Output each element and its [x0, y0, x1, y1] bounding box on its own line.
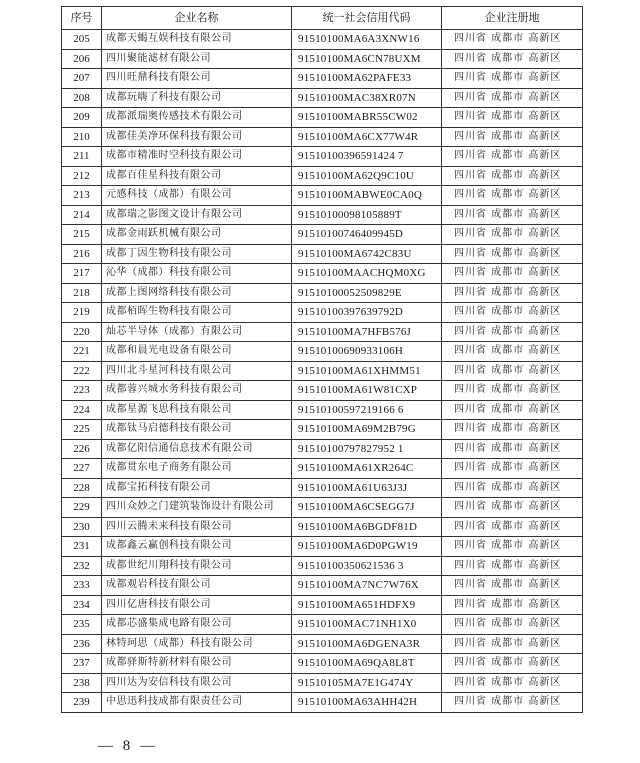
- row-seq: 231: [62, 537, 102, 557]
- registration-place: 四川省 成都市 高新区: [442, 342, 583, 362]
- registration-place: 四川省 成都市 高新区: [442, 127, 583, 147]
- credit-code: 91510100397639792D: [292, 303, 442, 323]
- credit-code: 91510100MA62Q9C10U: [292, 166, 442, 186]
- credit-code: 91510100MA61XHMM51: [292, 361, 442, 381]
- row-seq: 221: [62, 342, 102, 362]
- table-row: [62, 537, 583, 557]
- company-name: 成都百佳星科技有限公司: [102, 166, 292, 186]
- table-row: [62, 108, 583, 128]
- company-name: 四川众妙之门建筑装饰设计有限公司: [102, 498, 292, 518]
- table-row: [62, 478, 583, 498]
- company-name: 成都蓉兴城水务科技有限公司: [102, 381, 292, 401]
- company-name: 四川云腾未来科技有限公司: [102, 517, 292, 537]
- company-name: 成都鑫云赢创科技有限公司: [102, 537, 292, 557]
- row-seq: 213: [62, 186, 102, 206]
- table-row: [62, 30, 583, 50]
- registration-place: 四川省 成都市 高新区: [442, 537, 583, 557]
- row-seq: 223: [62, 381, 102, 401]
- company-name: 成都贯东电子商务有限公司: [102, 459, 292, 479]
- table-row: [62, 459, 583, 479]
- registration-place: 四川省 成都市 高新区: [442, 576, 583, 596]
- credit-code: 91510100MA7HFB576J: [292, 322, 442, 342]
- company-name: 成都丁因生物科技有限公司: [102, 244, 292, 264]
- row-seq: 212: [62, 166, 102, 186]
- row-seq: 225: [62, 420, 102, 440]
- row-seq: 211: [62, 147, 102, 167]
- company-table-container: [61, 6, 582, 713]
- credit-code: 91510100746409945D: [292, 225, 442, 245]
- company-name: 成都芯盛集成电路有限公司: [102, 615, 292, 635]
- table-row: [62, 88, 583, 108]
- row-seq: 226: [62, 439, 102, 459]
- registration-place: 四川省 成都市 高新区: [442, 498, 583, 518]
- table-row: [62, 615, 583, 635]
- registration-place: 四川省 成都市 高新区: [442, 108, 583, 128]
- registration-place: 四川省 成都市 高新区: [442, 634, 583, 654]
- row-seq: 230: [62, 517, 102, 537]
- table-row: [62, 186, 583, 206]
- row-seq: 216: [62, 244, 102, 264]
- company-name: 成都宝拓科技有限公司: [102, 478, 292, 498]
- credit-code: 91510100MAC38XR07N: [292, 88, 442, 108]
- credit-code: 91510100350621536 3: [292, 556, 442, 576]
- company-name: 林特珂思（成都）科技有限公司: [102, 634, 292, 654]
- table-row: [62, 225, 583, 245]
- table-row: [62, 244, 583, 264]
- table-row: [62, 322, 583, 342]
- table-row: [62, 595, 583, 615]
- row-seq: 233: [62, 576, 102, 596]
- table-row: [62, 147, 583, 167]
- table-row: [62, 634, 583, 654]
- row-seq: 222: [62, 361, 102, 381]
- table-row: [62, 127, 583, 147]
- table-row: [62, 166, 583, 186]
- company-name: 成都星源飞思科技有限公司: [102, 400, 292, 420]
- company-name: 四川达为安信科技有限公司: [102, 673, 292, 693]
- registration-place: 四川省 成都市 高新区: [442, 264, 583, 284]
- company-name: 成都玩嗨了科技有限公司: [102, 88, 292, 108]
- table-header: [62, 7, 583, 30]
- header-company-name: 企业名称: [102, 7, 292, 30]
- registration-place: 四川省 成都市 高新区: [442, 693, 583, 713]
- registration-place: 四川省 成都市 高新区: [442, 361, 583, 381]
- row-seq: 220: [62, 322, 102, 342]
- header-credit-code: 统一社会信用代码: [292, 7, 442, 30]
- row-seq: 205: [62, 30, 102, 50]
- row-seq: 228: [62, 478, 102, 498]
- company-name: 中思迅科技成都有限责任公司: [102, 693, 292, 713]
- credit-code: 91510100MA7NC7W76X: [292, 576, 442, 596]
- header-seq: 序号: [62, 7, 102, 30]
- registration-place: 四川省 成都市 高新区: [442, 459, 583, 479]
- registration-place: 四川省 成都市 高新区: [442, 303, 583, 323]
- company-name: 四川北斗星河科技有限公司: [102, 361, 292, 381]
- company-name: 四川亿唐科技有限公司: [102, 595, 292, 615]
- header-registration-place: 企业注册地: [442, 7, 583, 30]
- company-name: 成都和晨光电设备有限公司: [102, 342, 292, 362]
- row-seq: 238: [62, 673, 102, 693]
- credit-code: 91510100396591424 7: [292, 147, 442, 167]
- credit-code: 91510100MAACHQM0XG: [292, 264, 442, 284]
- registration-place: 四川省 成都市 高新区: [442, 673, 583, 693]
- company-name: 成都世纪川翔科技有限公司: [102, 556, 292, 576]
- credit-code: 91510100098105889T: [292, 205, 442, 225]
- row-seq: 215: [62, 225, 102, 245]
- row-seq: 234: [62, 595, 102, 615]
- table-body: [62, 30, 583, 713]
- row-seq: 208: [62, 88, 102, 108]
- credit-code: 91510100MAC71NH1X0: [292, 615, 442, 635]
- credit-code: 91510100MA6BGDF81D: [292, 517, 442, 537]
- table-row: [62, 361, 583, 381]
- credit-code: 91510100690933106H: [292, 342, 442, 362]
- row-seq: 237: [62, 654, 102, 674]
- company-name: 灿芯半导体（成都）有限公司: [102, 322, 292, 342]
- table-row: [62, 693, 583, 713]
- company-name: 成都钛马启德科技有限公司: [102, 420, 292, 440]
- table-row: [62, 576, 583, 596]
- credit-code: 91510100MA651HDFX9: [292, 595, 442, 615]
- registration-place: 四川省 成都市 高新区: [442, 381, 583, 401]
- company-name: 沁华（成都）科技有限公司: [102, 264, 292, 284]
- table-row: [62, 49, 583, 69]
- credit-code: 91510100MA63AHH42H: [292, 693, 442, 713]
- table-row: [62, 205, 583, 225]
- company-name: 成都派瑞奥传感技术有限公司: [102, 108, 292, 128]
- credit-code: 91510100MA6CSEGG7J: [292, 498, 442, 518]
- table-row: [62, 556, 583, 576]
- registration-place: 四川省 成都市 高新区: [442, 595, 583, 615]
- registration-place: 四川省 成都市 高新区: [442, 420, 583, 440]
- row-seq: 209: [62, 108, 102, 128]
- credit-code: 91510100MABR55CW02: [292, 108, 442, 128]
- registration-place: 四川省 成都市 高新区: [442, 30, 583, 50]
- row-seq: 232: [62, 556, 102, 576]
- company-name: 成都金雨跃机械有限公司: [102, 225, 292, 245]
- company-name: 成都佳美净环保科技有限公司: [102, 127, 292, 147]
- registration-place: 四川省 成都市 高新区: [442, 654, 583, 674]
- table-row: [62, 264, 583, 284]
- registration-place: 四川省 成都市 高新区: [442, 400, 583, 420]
- table-row: [62, 420, 583, 440]
- company-name: 四川旺鼎科技有限公司: [102, 69, 292, 89]
- company-name: 成都市精准时空科技有限公司: [102, 147, 292, 167]
- registration-place: 四川省 成都市 高新区: [442, 147, 583, 167]
- credit-code: 91510100MA6A3XNW16: [292, 30, 442, 50]
- row-seq: 239: [62, 693, 102, 713]
- row-seq: 235: [62, 615, 102, 635]
- row-seq: 219: [62, 303, 102, 323]
- registration-place: 四川省 成都市 高新区: [442, 166, 583, 186]
- registration-place: 四川省 成都市 高新区: [442, 322, 583, 342]
- table-row: [62, 381, 583, 401]
- credit-code: 91510100MA61XR264C: [292, 459, 442, 479]
- registration-place: 四川省 成都市 高新区: [442, 556, 583, 576]
- row-seq: 214: [62, 205, 102, 225]
- row-seq: 236: [62, 634, 102, 654]
- company-name: 成都栢晖生物科技有限公司: [102, 303, 292, 323]
- table-row: [62, 673, 583, 693]
- credit-code: 91510105MA7E1G474Y: [292, 673, 442, 693]
- credit-code: 91510100MA61W81CXP: [292, 381, 442, 401]
- credit-code: 91510100MA69QA8L8T: [292, 654, 442, 674]
- registration-place: 四川省 成都市 高新区: [442, 439, 583, 459]
- registration-place: 四川省 成都市 高新区: [442, 205, 583, 225]
- registration-place: 四川省 成都市 高新区: [442, 244, 583, 264]
- row-seq: 229: [62, 498, 102, 518]
- company-name: 成都驿斯特新材料有限公司: [102, 654, 292, 674]
- registration-place: 四川省 成都市 高新区: [442, 49, 583, 69]
- row-seq: 218: [62, 283, 102, 303]
- credit-code: 91510100052509829E: [292, 283, 442, 303]
- company-name: 成都亿阳信通信息技术有限公司: [102, 439, 292, 459]
- credit-code: 91510100MA6CX77W4R: [292, 127, 442, 147]
- credit-code: 91510100597219166 6: [292, 400, 442, 420]
- company-name: 成都观岩科技有限公司: [102, 576, 292, 596]
- registration-place: 四川省 成都市 高新区: [442, 69, 583, 89]
- registration-place: 四川省 成都市 高新区: [442, 88, 583, 108]
- registration-place: 四川省 成都市 高新区: [442, 517, 583, 537]
- table-row: [62, 498, 583, 518]
- table-row: [62, 400, 583, 420]
- credit-code: 91510100MABWE0CA0Q: [292, 186, 442, 206]
- company-name: 成都瑞之影图文设计有限公司: [102, 205, 292, 225]
- table-row: [62, 654, 583, 674]
- credit-code: 91510100MA62PAFE33: [292, 69, 442, 89]
- registration-place: 四川省 成都市 高新区: [442, 478, 583, 498]
- page-number: — 8 —: [98, 738, 158, 754]
- registration-place: 四川省 成都市 高新区: [442, 283, 583, 303]
- company-name: 成都天蝎互娱科技有限公司: [102, 30, 292, 50]
- header-row: [62, 7, 583, 30]
- row-seq: 210: [62, 127, 102, 147]
- company-name: 四川聚能滤材有限公司: [102, 49, 292, 69]
- table-row: [62, 439, 583, 459]
- table-row: [62, 283, 583, 303]
- company-name: 成都上图网络科技有限公司: [102, 283, 292, 303]
- row-seq: 227: [62, 459, 102, 479]
- row-seq: 207: [62, 69, 102, 89]
- table-row: [62, 69, 583, 89]
- credit-code: 91510100MA6D0PGW19: [292, 537, 442, 557]
- registration-place: 四川省 成都市 高新区: [442, 225, 583, 245]
- row-seq: 224: [62, 400, 102, 420]
- registration-place: 四川省 成都市 高新区: [442, 186, 583, 206]
- table-row: [62, 517, 583, 537]
- credit-code: 91510100MA6742C83U: [292, 244, 442, 264]
- company-name: 元感科技（成都）有限公司: [102, 186, 292, 206]
- credit-code: 91510100MA6DGENA3R: [292, 634, 442, 654]
- credit-code: 91510100MA61U63J3J: [292, 478, 442, 498]
- row-seq: 217: [62, 264, 102, 284]
- registration-place: 四川省 成都市 高新区: [442, 615, 583, 635]
- credit-code: 91510100797827952 1: [292, 439, 442, 459]
- company-table: [61, 6, 583, 713]
- credit-code: 91510100MA69M2B79G: [292, 420, 442, 440]
- table-row: [62, 303, 583, 323]
- row-seq: 206: [62, 49, 102, 69]
- credit-code: 91510100MA6CN78UXM: [292, 49, 442, 69]
- table-row: [62, 342, 583, 362]
